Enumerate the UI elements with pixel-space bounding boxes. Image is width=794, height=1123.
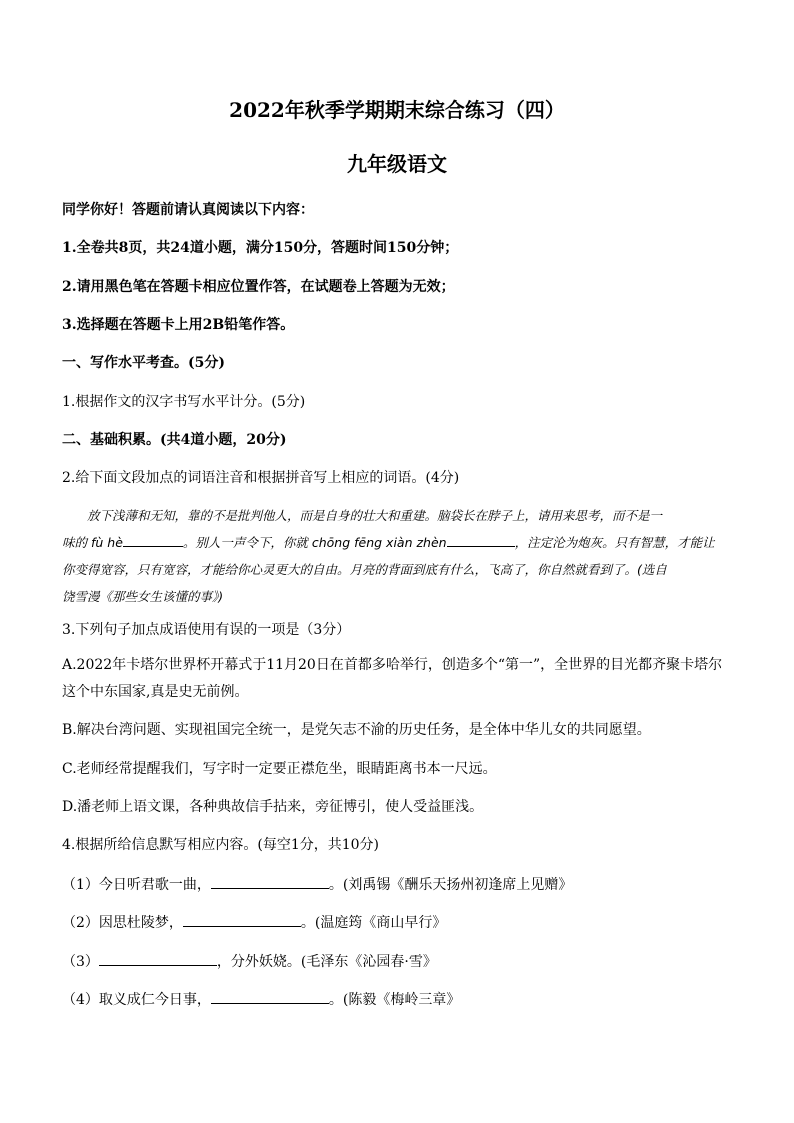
exam-title: 2022年秋季学期期末综合练习（四）	[229, 98, 565, 122]
item-2-source: 。(温庭筠《商山早行》	[300, 915, 447, 931]
question-4-item-1	[62, 874, 742, 895]
question-4-item-4	[62, 989, 742, 1010]
item-2-prompt: （2）因思杜陵梦，	[62, 915, 183, 931]
notice-item-3: 3.选择题在答题卡上用2B铅笔作答。	[62, 317, 295, 333]
question-1: 1.根据作文的汉字书写水平计分。(5分)	[62, 394, 306, 410]
answer-blank-fuhe[interactable]	[123, 532, 183, 547]
answer-blank-2[interactable]	[183, 912, 301, 927]
notice-greeting: 同学你好！答题前请认真阅读以下内容：	[62, 202, 314, 218]
item-1-prompt: （1）今日听君歌一曲，	[62, 877, 211, 893]
question-3-option-a[interactable]	[62, 652, 732, 706]
question-4-item-2	[62, 912, 742, 933]
pinyin-fuhe: 味的 fù hè	[62, 535, 123, 550]
item-3-prompt: （3）	[62, 954, 99, 970]
option-a-line-2: 这个中东国家,真是史无前例。	[62, 684, 249, 700]
pinyin-chongfeng: 。别人一声令下，你就 chōng fēng xiàn zhèn	[182, 535, 447, 550]
answer-blank-3[interactable]	[99, 951, 217, 966]
item-4-prompt: （4）取义成仁今日事，	[62, 992, 211, 1008]
passage-line-3: 你变得宽容，只有宽容，才能给你心灵更大的自由。月亮的背面到底有什么，飞高了，你自然就看到了。(选自	[62, 562, 667, 577]
exam-subtitle: 九年级语文	[347, 152, 447, 176]
item-4-source: 。(陈毅《梅岭三章》	[328, 992, 461, 1008]
passage-line-2	[62, 529, 742, 556]
section-2-heading: 二、基础积累。(共4道小题，20分)	[62, 432, 287, 448]
question-4-stem: 4.根据所给信息默写相应内容。(每空1分，共10分)	[62, 837, 380, 853]
question-3-option-c[interactable]: C.老师经常提醒我们，写字时一定要正襟危坐，眼睛距离书本一尺远。	[62, 761, 497, 777]
option-a-line-1: A.2022年卡塔尔世界杯开幕式于11月20日在首都多哈举行，创造多个“第一”，全世界的目光都齐聚卡塔尔	[62, 657, 723, 673]
question-3-option-d[interactable]: D.潘老师上语文课，各种典故信手拈来，旁征博引，使人受益匪浅。	[62, 799, 484, 815]
question-2-stem: 2.给下面文段加点的词语注音和根据拼音写上相应的词语。(4分)	[62, 470, 460, 486]
passage-line-4: 饶雪漫《那些女生该懂的事》)	[62, 589, 224, 604]
answer-blank-chongfeng[interactable]	[447, 532, 515, 547]
notice-item-2: 2.请用黑色笔在答题卡相应位置作答，在试题卷上答题为无效；	[62, 279, 455, 295]
notice-item-1: 1.全卷共8页，共24道小题，满分150分，答题时间150分钟；	[62, 240, 459, 256]
question-3-stem: 3.下列句子加点成语使用有误的一项是（3分）	[62, 622, 351, 638]
passage-line-2-end: ，注定沦为炮灰。只有智慧，才能让	[514, 535, 715, 550]
question-2-passage	[62, 502, 742, 610]
question-4-item-3	[62, 951, 742, 972]
item-3-source: ，分外妖娆。(毛泽东《沁园春·雪》	[216, 954, 437, 970]
item-1-source: 。(刘禹锡《酬乐天扬州初逢席上见赠》	[328, 877, 573, 893]
answer-blank-4[interactable]	[211, 989, 329, 1004]
question-3-option-b[interactable]: B.解决台湾问题、实现祖国完全统一，是党矢志不渝的历史任务，是全体中华儿女的共同愿望。	[62, 722, 651, 738]
answer-blank-1[interactable]	[211, 874, 329, 889]
section-1-heading: 一、写作水平考查。(5分)	[62, 355, 225, 371]
passage-line-1: 放下浅薄和无知，靠的不是批判他人，而是自身的壮大和重建。脑袋长在脖子上，请用来思考，而不是一	[87, 508, 663, 523]
